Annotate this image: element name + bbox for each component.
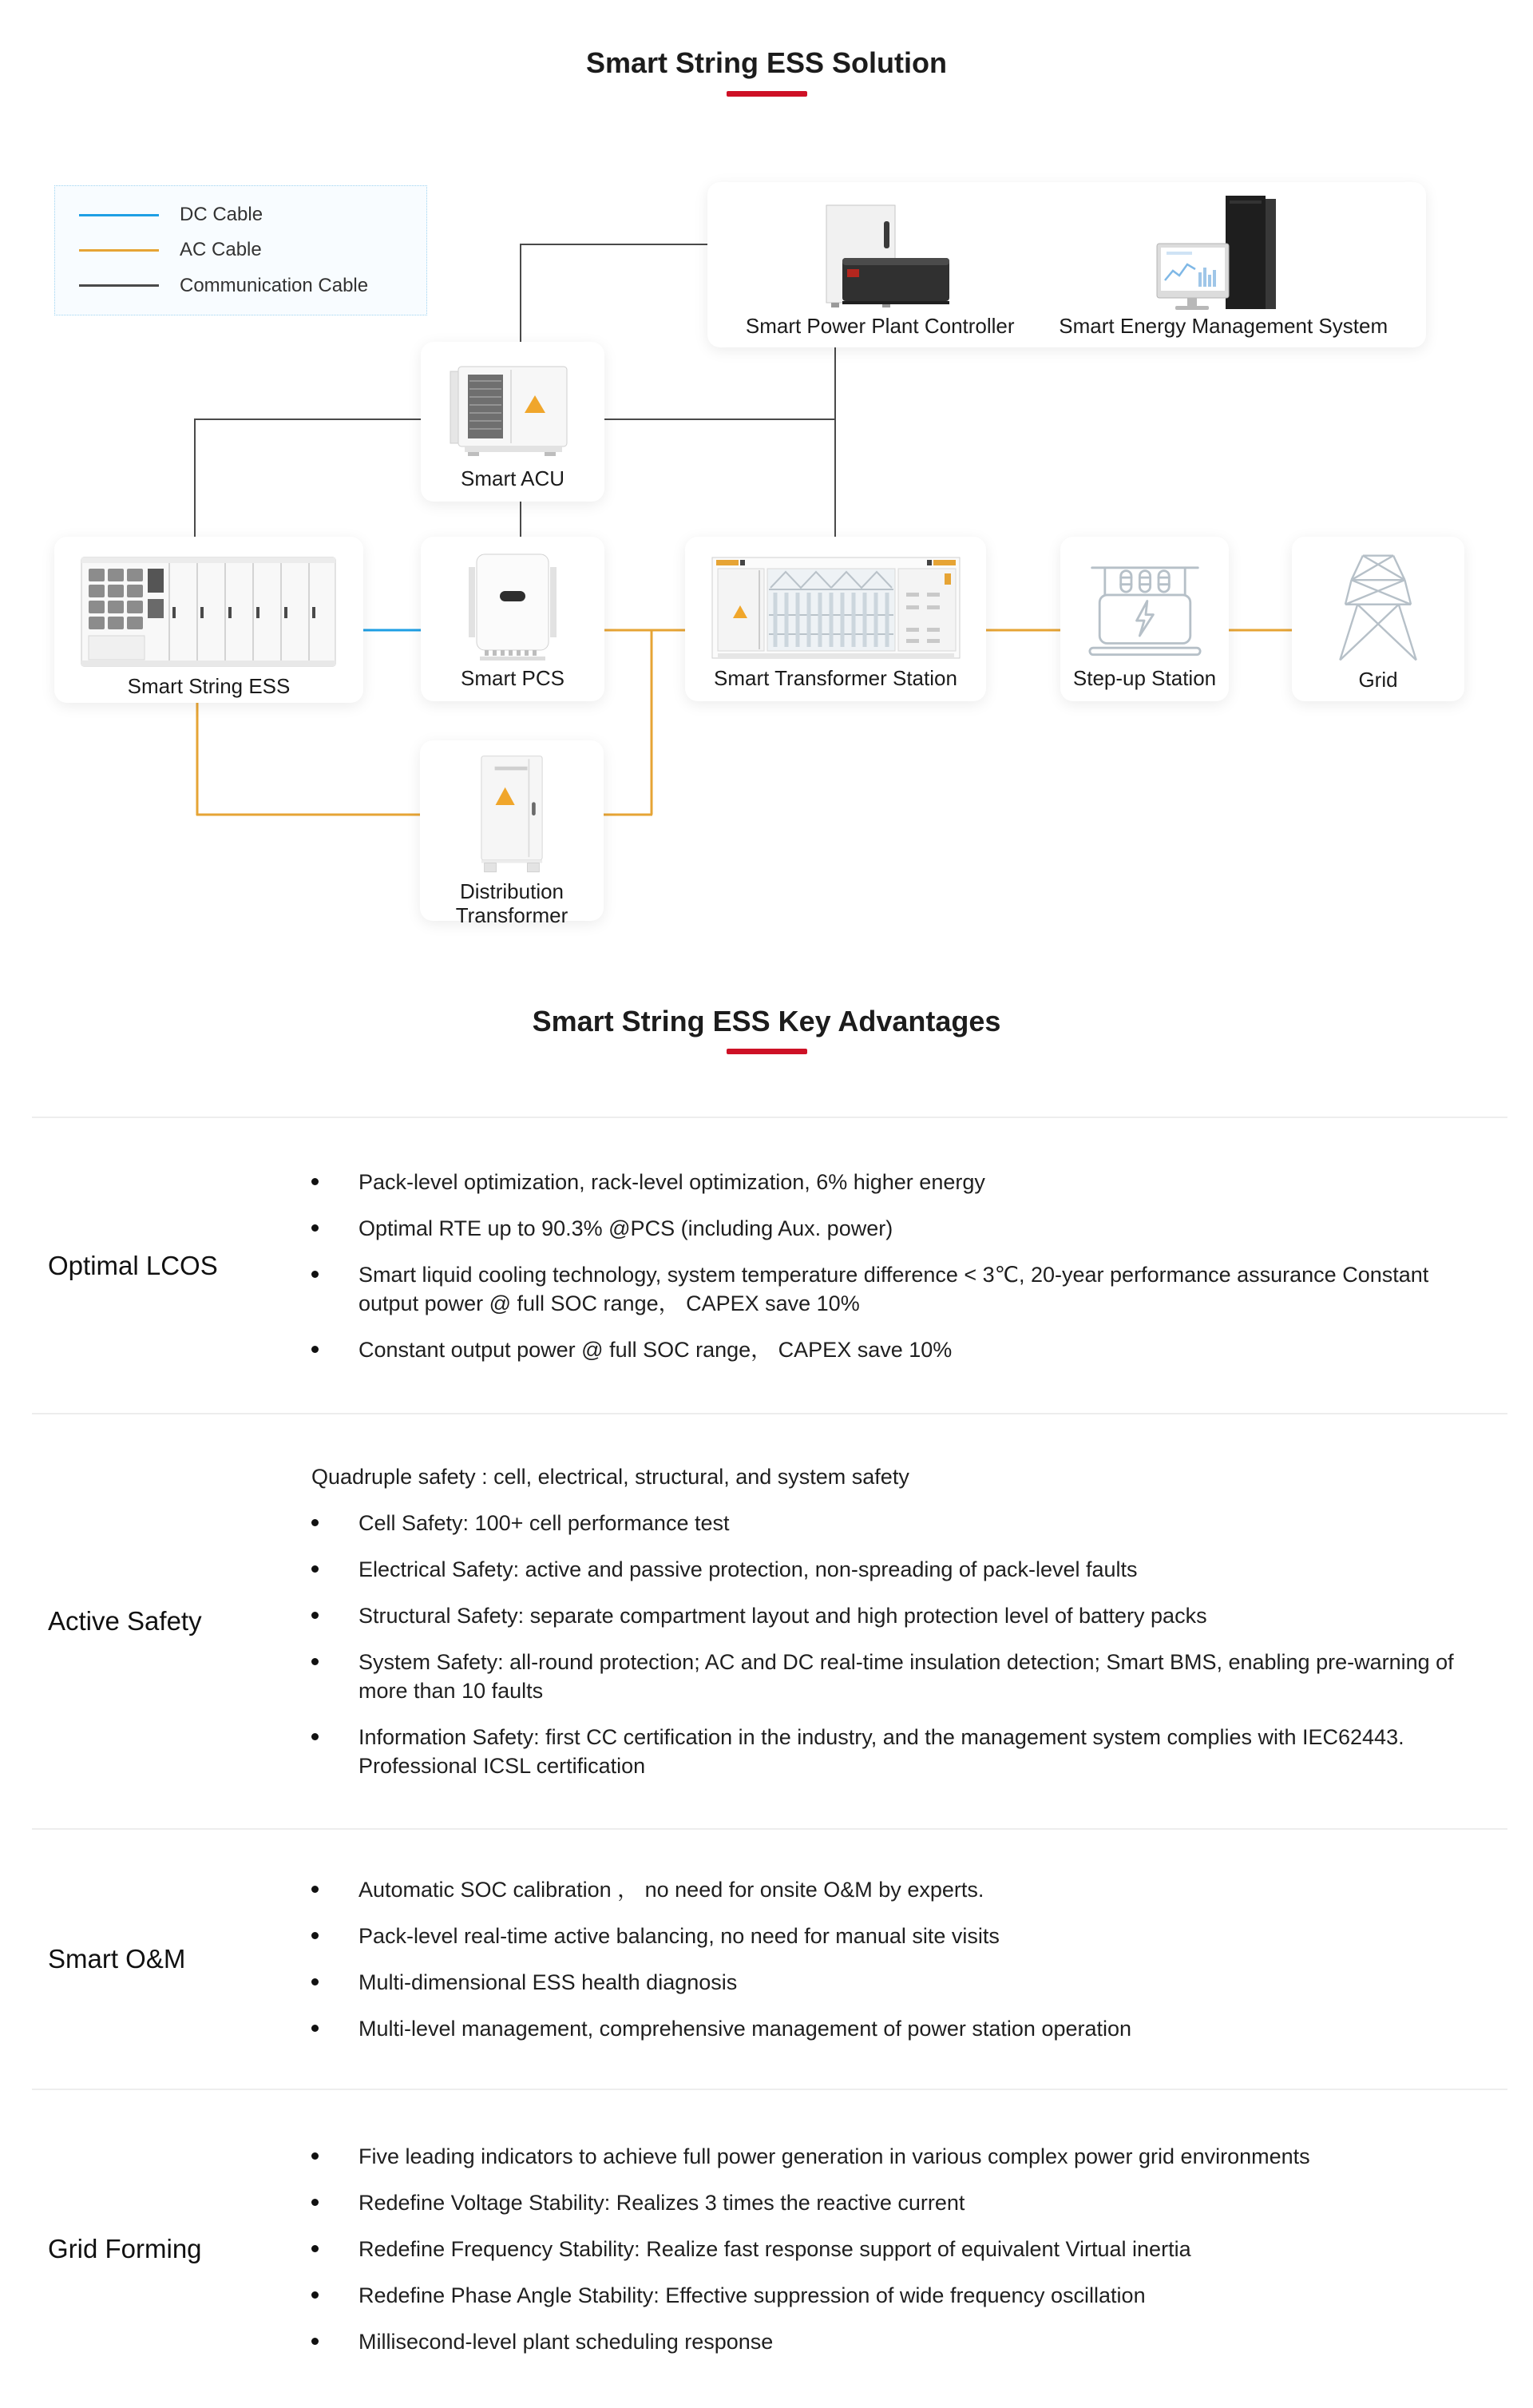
bullet-item: [310, 2327, 1487, 2356]
bullet-text: Pack-level real-time active balancing, no need for manual site visits: [358, 1924, 1000, 1948]
bullet-text: Redefine Phase Angle Stability: Effective suppression of wide frequency oscillation: [358, 2283, 1146, 2307]
bullet-dot: [311, 1658, 319, 1665]
bullet-dot: [311, 2152, 319, 2160]
bullet-list: [310, 1875, 1487, 2043]
bullet-dot: [311, 1886, 319, 1893]
node-label: Step-up Station: [1072, 666, 1217, 690]
bullet-item: [310, 1723, 1487, 1780]
bullet-item: [310, 1555, 1487, 1584]
legend-label: DC Cable: [180, 204, 263, 226]
section-optimal-lcos: [32, 1117, 1507, 1413]
bullet-item: [310, 1601, 1487, 1630]
bullet-item: [310, 2014, 1487, 2043]
node-label: Smart Power Plant Controller: [745, 314, 1015, 338]
bullet-item: [310, 1168, 1487, 1196]
bullet-dot: [311, 1932, 319, 1939]
cable-legend: [54, 185, 427, 315]
bullet-dot: [311, 1733, 319, 1740]
bullet-text: Multi-dimensional ESS health diagnosis: [358, 1970, 738, 1994]
legend-row-communication: [55, 275, 426, 297]
smart-string-ess-icon: [77, 549, 341, 674]
bullet-item: [310, 2188, 1487, 2217]
bullet-list: [310, 1509, 1487, 1780]
section-body: [310, 1168, 1487, 1364]
smart-pcs-icon: [461, 549, 564, 666]
bullet-text: Redefine Voltage Stability: Realizes 3 times the reactive current: [358, 2191, 965, 2215]
legend-label: Communication Cable: [180, 274, 369, 296]
section-title: Smart O&M: [48, 1944, 186, 1974]
bullet-dot: [311, 1978, 319, 1986]
bullet-text: Information Safety: first CC certification in the industry, and the management system complies with IEC62443. Professional ICSL certification: [358, 1725, 1404, 1778]
grid-tower-icon: [1326, 549, 1430, 668]
smart-transformer-station-icon: [708, 549, 964, 666]
bullet-item: [310, 2281, 1487, 2310]
bullet-item: [310, 1214, 1487, 1243]
bullet-item: [310, 1922, 1487, 1950]
bullet-text: Millisecond-level plant scheduling response: [358, 2330, 774, 2354]
bullet-dot: [311, 2338, 319, 2345]
section-active-safety: [32, 1413, 1507, 1828]
bullet-dot: [311, 2245, 319, 2252]
node-label: Grid: [1358, 668, 1398, 692]
control-systems-card: [707, 182, 1426, 347]
step-up-station-icon: [1073, 549, 1217, 666]
bullet-item: [310, 2142, 1487, 2171]
node-label: Smart String ESS: [127, 674, 291, 698]
node-label: Smart ACU: [460, 466, 565, 490]
node-label: Smart Energy Management System: [1059, 314, 1388, 338]
bullet-list: [310, 1168, 1487, 1364]
bullet-text: Five leading indicators to achieve full power generation in various complex power grid environments: [358, 2144, 1310, 2168]
smart-acu-icon: [449, 355, 576, 466]
advantages-title: Smart String ESS Key Advantages: [532, 1005, 1001, 1037]
distribution-transformer-icon: [468, 753, 556, 879]
bullet-item: [310, 1509, 1487, 1537]
bullet-dot: [311, 1178, 319, 1185]
bullet-dot: [311, 2025, 319, 2032]
bullet-text: Optimal RTE up to 90.3% @PCS (including Aux. power): [358, 1216, 893, 1240]
bullet-dot: [311, 2291, 319, 2299]
ac-cable-swatch: [79, 249, 159, 252]
bullet-item: [310, 1968, 1487, 1997]
bullet-dot: [311, 1565, 319, 1573]
section-title: Grid Forming: [48, 2234, 202, 2263]
smart-power-plant-controller-icon: [796, 202, 964, 314]
bullet-dot: [311, 1519, 319, 1526]
node-label: Smart Transformer Station: [714, 666, 957, 690]
bullet-text: Redefine Frequency Stability: Realize fast response support of equivalent Virtual inertia: [358, 2237, 1191, 2261]
bullet-text: Electrical Safety: active and passive protection, non-spreading of pack-level faults: [358, 1557, 1138, 1581]
smart-acu-card: [421, 342, 604, 502]
section-title: Active Safety: [48, 1606, 202, 1636]
bullet-dot: [311, 2199, 319, 2206]
distribution-transformer-card: [420, 740, 604, 927]
solution-title: Smart String ESS Solution: [585, 46, 948, 79]
legend-label: AC Cable: [180, 239, 262, 261]
bullet-dot: [311, 1346, 319, 1353]
section-body: [310, 1462, 1487, 1780]
bullet-item: [310, 1648, 1487, 1705]
bullet-text: Automatic SOC calibration ， no need for onsite O&M by experts.: [358, 1878, 984, 1902]
bullet-text: System Safety: all-round protection; AC and DC real-time insulation detection; Smart BMS, enabling pre-warning of more than 10 faults: [358, 1650, 1454, 1703]
smart-string-ess-card: [54, 537, 363, 703]
bullet-text: Smart liquid cooling technology, system temperature difference < 3℃, 20-year performance assurance Constant output power @ full SOC range， CAPEX save 10%: [358, 1262, 1429, 1315]
bullet-item: [310, 1875, 1487, 1904]
bullet-text: Multi-level management, comprehensive management of power station operation: [358, 2017, 1132, 2041]
bullet-item: [310, 1260, 1487, 1318]
bullet-dot: [311, 1612, 319, 1619]
legend-row-ac: [55, 239, 426, 261]
bullet-text: Constant output power @ full SOC range， CAPEX save 10%: [358, 1337, 953, 1362]
section-body: [310, 2142, 1487, 2356]
cable-lines-layer: [0, 0, 1533, 958]
bullet-dot: [311, 1271, 319, 1278]
advantages-title-underline: [727, 1049, 807, 1054]
dc-cable-swatch: [79, 214, 159, 216]
bullet-text: Pack-level optimization, rack-level optimization, 6% higher energy: [358, 1169, 985, 1194]
bullet-text: Structural Safety: separate compartment layout and high protection level of battery packs: [358, 1604, 1207, 1628]
bullet-dot: [311, 1224, 319, 1232]
bullet-list: [310, 2142, 1487, 2356]
section-grid-forming: [32, 2089, 1507, 2408]
node-label: Distribution Transformer: [455, 879, 568, 927]
legend-row-dc: [55, 204, 426, 226]
bullet-item: [310, 2235, 1487, 2263]
bullet-item: [310, 1335, 1487, 1364]
smart-energy-management-system-group: [1059, 190, 1388, 338]
smart-power-plant-controller-group: [746, 190, 1015, 338]
node-label: Smart PCS: [460, 666, 565, 690]
section-smart-om: [32, 1828, 1507, 2089]
communication-cable-swatch: [79, 284, 159, 287]
grid-card: [1292, 537, 1464, 701]
smart-energy-management-system-icon: [1147, 194, 1299, 314]
bullet-text: Cell Safety: 100+ cell performance test: [358, 1511, 730, 1535]
section-title: Optimal LCOS: [48, 1250, 218, 1280]
smart-pcs-card: [421, 537, 604, 701]
smart-transformer-station-card: [685, 537, 986, 701]
section-body: [310, 1875, 1487, 2043]
section-intro: Quadruple safety : cell, electrical, structural, and system safety: [311, 1465, 909, 1489]
step-up-station-card: [1060, 537, 1229, 701]
